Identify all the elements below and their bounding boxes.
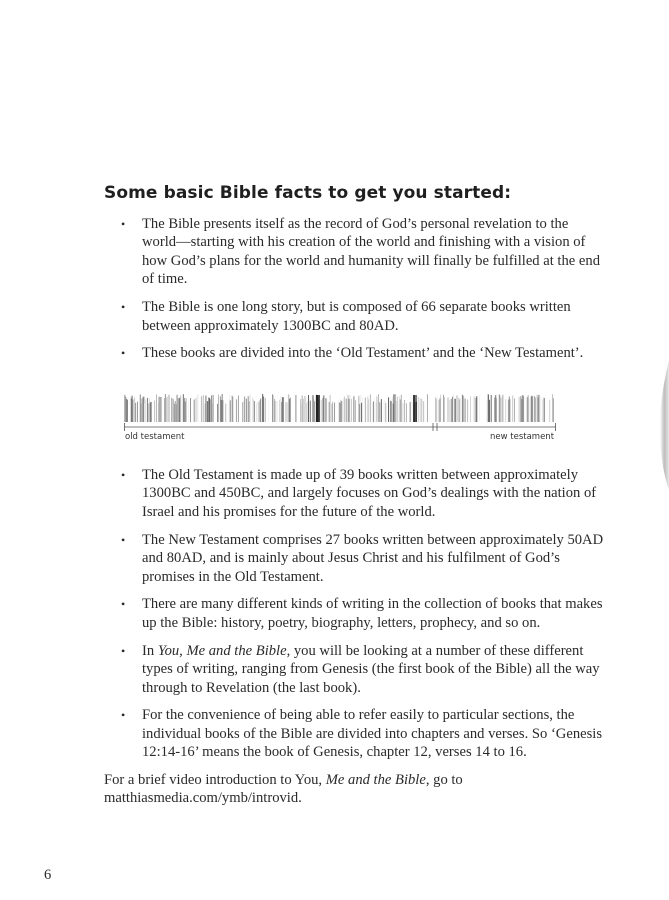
- old-testament-label: old testament: [125, 432, 185, 442]
- book-title: Me and the Bible: [325, 772, 426, 788]
- bullet-item: • The New Testament comprises 27 books written between approximately 50AD and 80AD, and is mainly about Jesus Christ and his fulfilment of God’s promises in the Old Testament.: [104, 531, 604, 586]
- text-run: , you will be looking at a number of these different types of writing, ranging from Genesis (the first book of the Bible) all the way through to Revelation (the last book).: [142, 642, 600, 696]
- bullet-item: • The Bible is one long story, but is composed of 66 separate books written between approximately 1300BC and 80AD.: [104, 298, 604, 335]
- book-title: You, Me and the Bible: [157, 642, 287, 659]
- bullet-item: • There are many different kinds of writing in the collection of books that makes up the Bible: history, poetry, biography, letters, prophecy, and so on.: [104, 595, 604, 632]
- bullet-item: • For the convenience of being able to refer easily to particular sections, the individual books of the Bible are divided into chapters and verses. So ‘Genesis 12:14-16’ means the book of Genesis, chapter 12, verses 14 to 16.: [104, 706, 604, 761]
- bullet-item: [104, 642, 604, 697]
- bullet-item: • The Bible presents itself as the record of God’s personal revelation to the world—starting with his creation of the world and finishing with a vision of how God’s plans for the world and humanity will finally be fulfilled at the end of time.: [104, 215, 604, 289]
- intro-bullet-list: [104, 215, 604, 372]
- book-spines-graphic: [124, 392, 556, 432]
- text-run: For a brief video introduction to You,: [104, 772, 326, 788]
- text-run: In: [142, 642, 158, 659]
- text-run: , go to: [425, 772, 463, 788]
- closing-paragraph: [104, 771, 604, 808]
- new-testament-label: new testament: [490, 432, 555, 442]
- detail-bullet-list: [104, 466, 604, 771]
- bullet-item: • These books are divided into the ‘Old Testament’ and the ‘New Testament’.: [104, 344, 604, 362]
- page-edge-shadow: [654, 360, 669, 490]
- bullet-item: • The Old Testament is made up of 39 books written between approximately 1300BC and 450BC, and largely focuses on God’s dealings with the nation of Israel and his promises for the future of the world.: [104, 466, 604, 521]
- video-link[interactable]: matthiasmedia.com/ymb/introvid.: [104, 790, 302, 807]
- page-number: 6: [44, 867, 52, 883]
- section-heading: Some basic Bible facts to get you started:: [104, 183, 512, 203]
